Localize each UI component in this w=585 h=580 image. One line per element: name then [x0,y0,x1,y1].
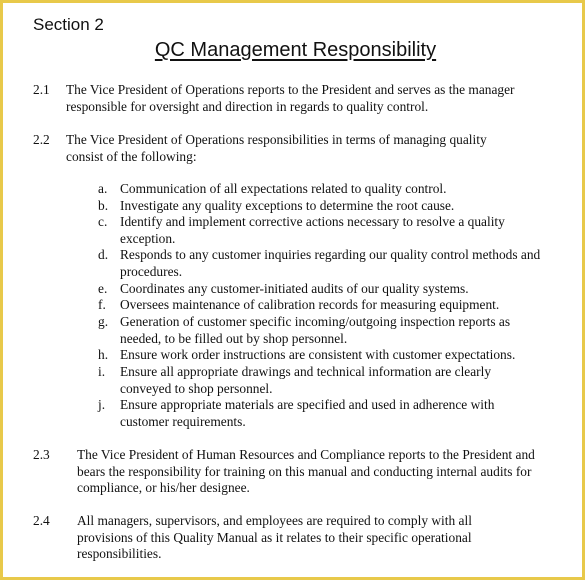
list-letter: g. [98,314,109,329]
paragraph-text: The Vice President of Operations reports to the President and serves as the manager responsible for oversight and direction in regards to quality control. [66,82,515,114]
paragraph-text: The Vice President of Operations responsibilities in terms of managing quality consist of the following: [66,132,487,164]
list-text: Generation of customer specific incoming/outgoing inspection reports as needed, to be filled out by shop personnel. [120,314,511,346]
list-letter: c. [98,214,108,229]
list-text: Communication of all expectations related to quality control. [120,181,447,196]
paragraph-number: 2.3 [33,447,50,462]
list-text: Ensure all appropriate drawings and technical information are clearly conveyed to shop personnel. [120,364,492,396]
list-letter: j. [98,397,106,412]
list-letter: a. [98,181,108,196]
list-letter: e. [98,281,108,296]
paragraph-2-1 [33,82,558,116]
paragraph-text: The Vice President of Human Resources and Compliance reports to the President and bears the responsibility for training on this manual and conducting internal audits for compliance, or his/her designee. [77,447,535,495]
list-text: Responds to any customer inquiries regarding our quality control methods and procedures. [120,247,541,279]
list-letter: h. [98,347,109,362]
section-label: Section 2 [33,15,104,34]
list-letter: d. [98,247,109,262]
list-text: Coordinates any customer-initiated audits of our quality systems. [120,281,469,296]
list-text: Ensure work order instructions are consistent with customer expectations. [120,347,516,362]
list-letter: i. [98,364,106,379]
paragraph-2-2 [33,132,558,166]
paragraph-2-3 [33,447,558,499]
paragraph-number: 2.1 [33,82,50,97]
paragraph-2-4 [33,513,558,565]
list-text: Identify and implement corrective actions necessary to resolve a quality exception. [120,214,505,246]
list-text: Ensure appropriate materials are specified and used in adherence with customer requirements. [120,397,495,429]
list-letter: f. [98,297,106,312]
list-text: Investigate any quality exceptions to determine the root cause. [120,198,455,213]
list-text: Oversees maintenance of calibration records for measuring equipment. [120,297,500,312]
page-title: QC Management Responsibility [154,39,437,61]
paragraph-number: 2.2 [33,132,50,147]
list-letter: b. [98,198,109,213]
paragraph-text: All managers, supervisors, and employees are required to comply with all provisions of this Quality Manual as it relates to their specific operational responsibilities. [77,513,472,561]
paragraph-number: 2.4 [33,513,50,528]
